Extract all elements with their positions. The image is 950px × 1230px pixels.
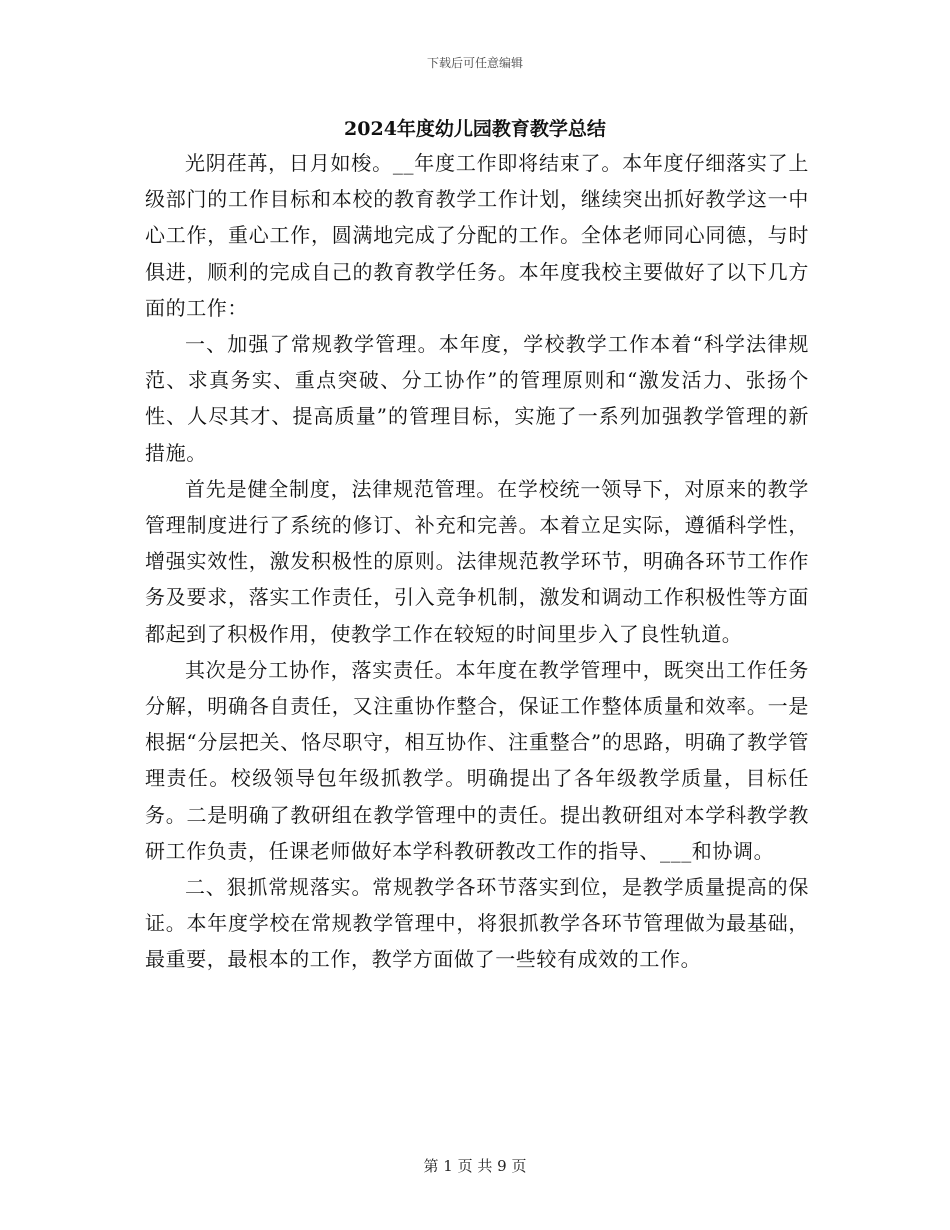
page-header-note: 下载后可任意编辑 — [426, 56, 523, 70]
page-number: 第 1 页 共 9 页 — [423, 1157, 527, 1175]
paragraph-system: 首先是健全制度，法律规范管理。在学校统一领导下，对原来的教学管理制度进行了系统的修订、补充和完善。本着立足实际，遵循科学性，增强实效性，激发积极性的原则。法律规范教学环节，明确各环节工作作务及要求，落实工作责任，引入竞争机制，激发和调动工作积极性等方面都起到了积极作用，使教学工作在较短的时间里步入了良性轨道。 — [145, 476, 809, 646]
paragraph-section-1: 一、加强了常规教学管理。本年度，学校教学工作本着“科学法律规范、求真务实、重点突破、分工协作”的管理原则和“激发活力、张扬个性、人尽其才、提高质量”的管理目标，实施了一系列加强教学管理的新措施。 — [145, 332, 809, 465]
document-title: 2024年度幼儿园教育教学总结 — [344, 118, 606, 140]
paragraph-intro: 光阴荏苒，日月如梭。__年度工作即将结束了。本年度仔细落实了上级部门的工作目标和本校的教育教学工作计划，继续突出抓好教学这一中心工作，重心工作，圆满地完成了分配的工作。全体老师同心同德，与时俱进，顺利的完成自己的教育教学任务。本年度我校主要做好了以下几方面的工作： — [145, 151, 809, 320]
paragraph-division: 其次是分工协作，落实责任。本年度在教学管理中，既突出工作任务分解，明确各自责任，又注重协作整合，保证工作整体质量和效率。一是根据“分层把关、恪尽职守，相互协作、注重整合”的思路，明确了教学管理责任。校级领导包年级抓教学。明确提出了各年级教学质量，目标任务。二是明确了教研组在教学管理中的责任。提出教研组对本学科教学教研工作负责，任课老师做好本学科教研教改工作的指导、___和协调。 — [145, 657, 809, 863]
document-body — [145, 145, 809, 978]
paragraph-section-2: 二、狠抓常规落实。常规教学各环节落实到位，是教学质量提高的保证。本年度学校在常规教学管理中，将狠抓教学各环节管理做为最基础，最重要，最根本的工作，教学方面做了一些较有成效的工作。 — [145, 875, 809, 972]
